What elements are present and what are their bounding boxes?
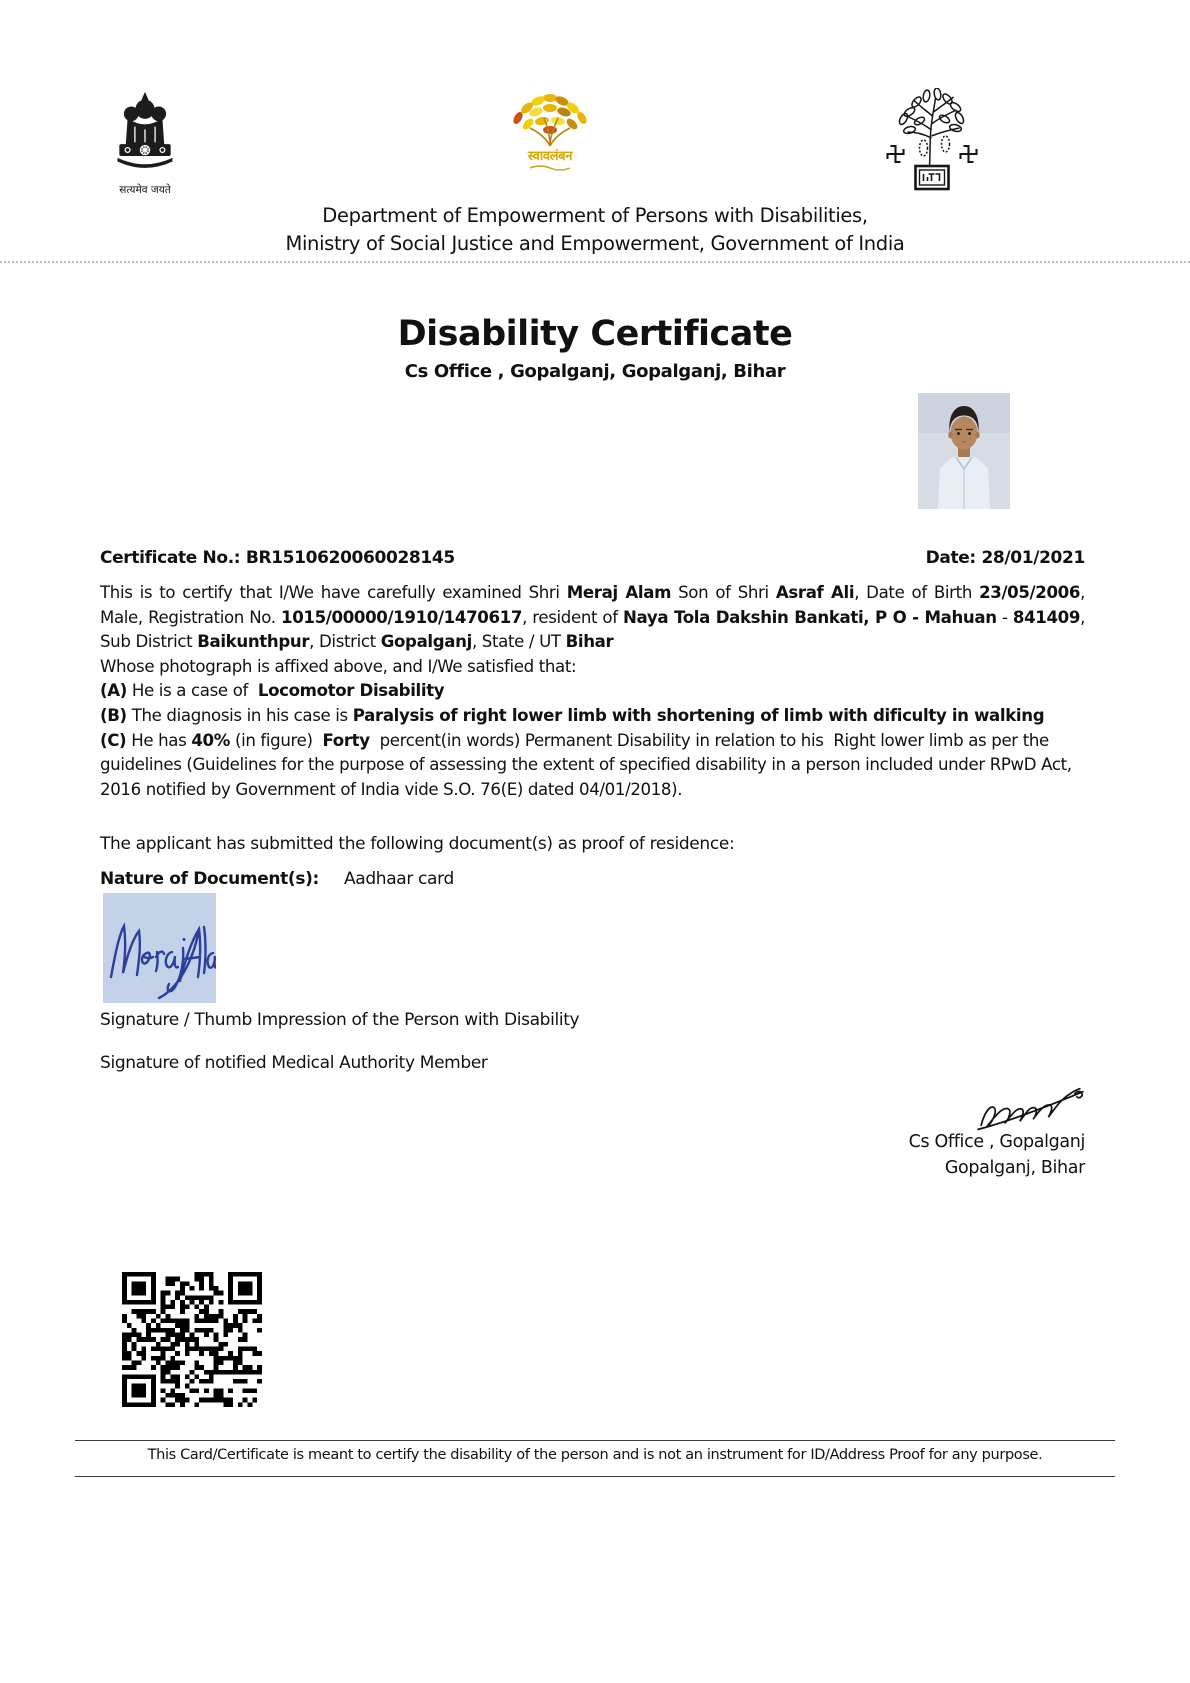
clause-b: (B) The diagnosis in his case is Paralysis of right lower limb with shortening of limb with dificulty in walking xyxy=(100,705,1045,725)
photo-affixed-line: Whose photograph is affixed above, and I/We satisfied that: xyxy=(100,656,577,676)
satyameva-jayate-caption: सत्यमेव जयते xyxy=(119,184,171,196)
certificate-meta-row xyxy=(100,548,1085,568)
footer-disclaimer: This Card/Certificate is meant to certify the disability of the person and is not an instrument for ID/Address Proof for any purpose. xyxy=(147,1447,1043,1463)
certificate-date-value: 28/01/2021 xyxy=(981,548,1085,568)
issuing-office-subtitle: Cs Office , Gopalganj, Gopalganj, Bihar xyxy=(404,361,786,382)
clause-a: (A) He is a case of Locomotor Disability xyxy=(100,681,445,701)
applicant-photo xyxy=(918,393,1010,509)
certificate-date xyxy=(926,548,1085,568)
emblem-of-india-logo xyxy=(104,90,186,197)
certificate-number-value: BR1510620060028145 xyxy=(245,548,455,568)
swastika-icon xyxy=(888,146,904,162)
swavlamban-text: स्वावलंबन xyxy=(527,149,573,164)
dotted-separator xyxy=(0,261,1190,263)
certificate-title: Disability Certificate xyxy=(397,314,793,354)
header-line-1: Department of Empowerment of Persons with Disabilities, xyxy=(322,204,868,227)
header-line-2: Ministry of Social Justice and Empowerment, Government of India xyxy=(285,231,905,255)
footer-rule-top xyxy=(75,1440,1115,1441)
authority-office-line2: Gopalganj, Bihar xyxy=(944,1157,1085,1178)
authority-office-block xyxy=(909,1130,1085,1181)
documents-intro: The applicant has submitted the following document(s) as proof of residence: xyxy=(100,834,735,854)
bihar-government-logo xyxy=(878,88,986,197)
clause-c: (C) He has 40% (in figure) Forty percent(in words) Permanent Disability in relation to his Right lower limb as per the guidelines (Guidelines for the purpose of assessing the extent of specified disability in a person included under RPwD Act, 2016 notified by Government of India vide S.O. 76(E) dated 04/01/2018). xyxy=(100,730,1077,799)
swastika-icon xyxy=(961,146,977,162)
applicant-signature-image xyxy=(103,893,216,1003)
certificate-body xyxy=(100,581,1090,802)
swavlamban-logo xyxy=(497,88,603,187)
person-signature-label: Signature / Thumb Impression of the Person with Disability xyxy=(100,1010,580,1030)
nature-of-documents-value: Aadhaar card xyxy=(344,869,454,889)
footer-rule-bottom xyxy=(75,1476,1115,1477)
authority-signature-label: Signature of notified Medical Authority Member xyxy=(100,1053,488,1073)
authority-office-line1: Cs Office , Gopalganj xyxy=(908,1132,1085,1152)
certify-paragraph: This is to certify that I/We have carefully examined Shri Meraj Alam Son of Shri Asraf Ali, Date of Birth 23/05/2006, Male, Registration No. 1015/00000/1910/1470617, resident of Naya Tola Dakshin Bankati, P O - Mahuan - 841409, Sub District Baikunthpur, District Gopalganj, State / UT Bihar xyxy=(100,583,1090,652)
certificate-number-label: Certificate No.: xyxy=(100,548,241,568)
nature-of-documents-label: Nature of Document(s): xyxy=(100,869,319,889)
certificate-date-label: Date: xyxy=(925,548,976,568)
certificate-number xyxy=(100,548,455,568)
department-header xyxy=(0,202,1190,257)
qr-code xyxy=(122,1272,262,1407)
nature-of-documents-row xyxy=(100,869,454,889)
authority-signature-image xyxy=(973,1080,1087,1134)
